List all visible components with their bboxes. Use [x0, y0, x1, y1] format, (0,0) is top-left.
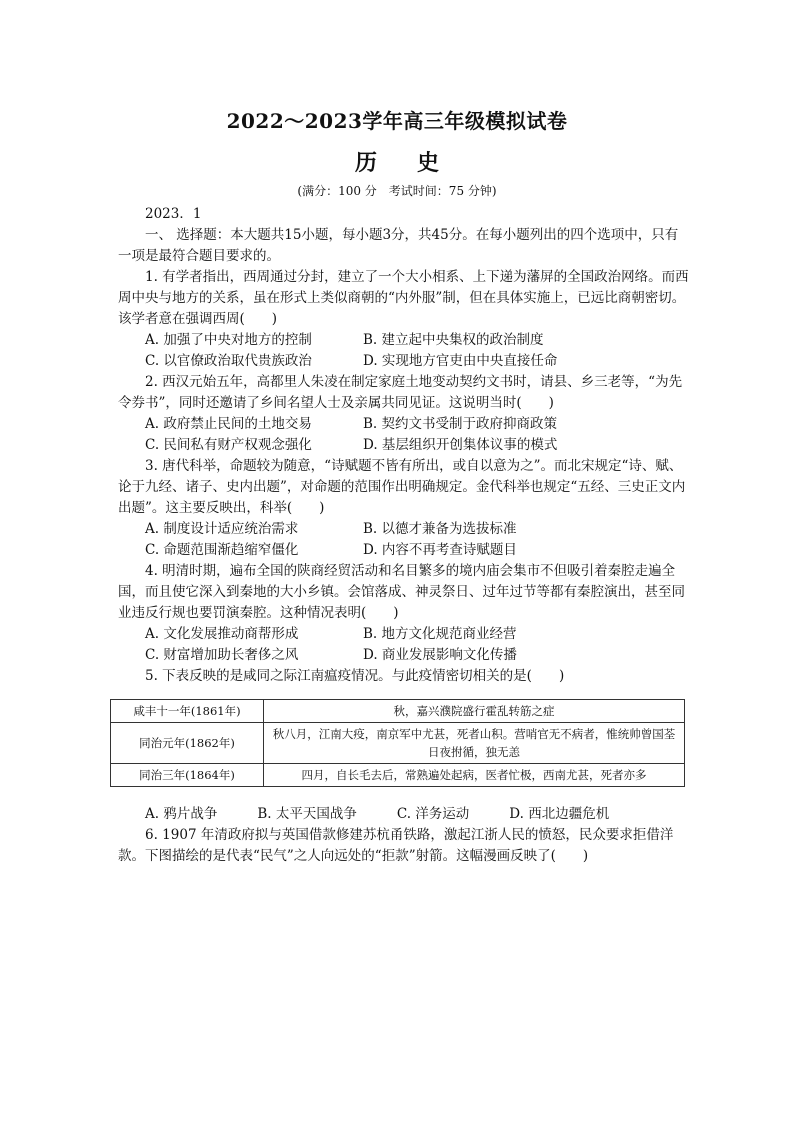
option: B. 契约文书受制于政府抑商政策 — [363, 416, 558, 432]
option: A. 制度设计适应统治需求 — [145, 521, 299, 537]
section-instructions: 一、 选择题：本大题共15小题，每小题3分，共45分。在每小题列出的四个选项中，只有一项是最符合题目要求的。 — [118, 227, 679, 264]
table-cell-year: 咸丰十一年(1861年) — [111, 700, 264, 723]
question-1-options-row — [118, 330, 690, 351]
question-4-options-row — [118, 624, 690, 645]
option: C. 以官僚政治取代贵族政治 — [145, 353, 312, 369]
option: C. 财富增加助长奢侈之风 — [145, 647, 299, 663]
table-row — [111, 723, 685, 764]
option: B. 地方文化规范商业经营 — [363, 626, 517, 642]
question-6-stem: 6. 1907 年清政府拟与英国借款修建苏杭甬铁路，激起江浙人民的愤怒，民众要求拒借洋款。下图描绘的是代表“民气”之人向远处的“拒款”射箭。这幅漫画反映了( ) — [118, 827, 674, 864]
option: C. 民间私有财产权观念强化 — [145, 437, 312, 453]
option: B. 以德才兼备为选拔标准 — [363, 521, 517, 537]
question-3-stem: 3. 唐代科举，命题较为随意，“诗赋题不皆有所出，或自以意为之”。而北宋规定“诗、赋、论于九经、诸子、史内出题”，对命题的范围作出明确规定。金代科举也规定“五经、三史正文内出题”。这主要反映出，科举( ) — [118, 458, 686, 516]
table-cell-desc: 秋，嘉兴濮院盛行霍乱转筋之症 — [264, 700, 685, 723]
option: C. 洋务运动 — [396, 806, 470, 822]
question-2-options-row — [118, 435, 690, 456]
exam-meta: (满分：100 分 考试时间：75 分钟) — [297, 184, 497, 198]
question-3-options-row — [118, 519, 690, 540]
exam-date: 2023．1 — [145, 206, 202, 222]
option: A. 鸦片战争 — [145, 806, 218, 822]
table-cell-year: 同治元年(1862年) — [111, 723, 264, 764]
question-1-stem: 1. 有学者指出，西周通过分封，建立了一个大小相系、上下递为藩屏的全国政治网络。而西周中央与地方的关系，虽在形式上类似商朝的“内外服”制，但在具体实施上，已远比商朝密切。该学者意在强调西周( ) — [118, 269, 689, 327]
option: D. 基层组织开创集体议事的模式 — [363, 437, 558, 453]
table-row — [111, 764, 685, 787]
option: B. 建立起中央集权的政治制度 — [363, 332, 544, 348]
option: A. 政府禁止民间的土地交易 — [145, 416, 312, 432]
question-4-options-row — [118, 645, 690, 666]
subject-heading — [0, 146, 794, 177]
exam-title: 2022～2023学年高三年级模拟试卷 — [226, 109, 568, 133]
option: D. 实现地方官吏由中央直接任命 — [363, 353, 558, 369]
question-1-options-row — [118, 351, 690, 372]
option: B. 太平天国战争 — [257, 806, 357, 822]
exam-body — [118, 204, 690, 687]
table-cell-desc: 四月，自长毛去后，常熟遍处起病，医者忙极，西南尤甚，死者亦多 — [264, 764, 685, 787]
option: A. 文化发展推动商帮形成 — [145, 626, 299, 642]
question-2-stem: 2. 西汉元始五年，高都里人朱凌在制定家庭土地变动契约文书时，请县、乡三老等，“为先令券书”，同时还邀请了乡间名望人士及亲属共同见证。这说明当时( ) — [118, 374, 683, 411]
option: D. 商业发展影响文化传播 — [363, 647, 517, 663]
table-cell-desc: 秋八月，江南大疫，南京军中尤甚，死者山积。营哨官无不病者，惟统帅曾国荃日夜拊循，独无恙 — [264, 723, 685, 764]
subject-char-1: 历 — [354, 150, 377, 176]
option: A. 加强了中央对地方的控制 — [145, 332, 312, 348]
table-cell-year: 同治三年(1864年) — [111, 764, 264, 787]
option: D. 内容不再考查诗赋题目 — [363, 542, 517, 558]
question-2-options-row — [118, 414, 690, 435]
option: D. 西北边疆危机 — [509, 806, 610, 822]
question-4-stem: 4. 明清时期，遍布全国的陕商经贸活动和名目繁多的境内庙会集市不但吸引着秦腔走遍全国，而且使它深入到秦地的大小乡镇。会馆落成、神灵祭日、过年过节等都有秦腔演出，甚至同业违反行规也要罚演秦腔。这种情况表明( ) — [118, 563, 685, 621]
question-5-options-row — [118, 804, 690, 825]
option: C. 命题范围渐趋缩窄僵化 — [145, 542, 299, 558]
question-3-options-row — [118, 540, 690, 561]
epidemic-table — [110, 699, 685, 787]
exam-body-continued — [118, 804, 690, 867]
question-5-stem: 5. 下表反映的是咸同之际江南瘟疫情况。与此疫情密切相关的是( ) — [145, 668, 565, 684]
table-row — [111, 700, 685, 723]
subject-char-2: 史 — [417, 150, 440, 176]
